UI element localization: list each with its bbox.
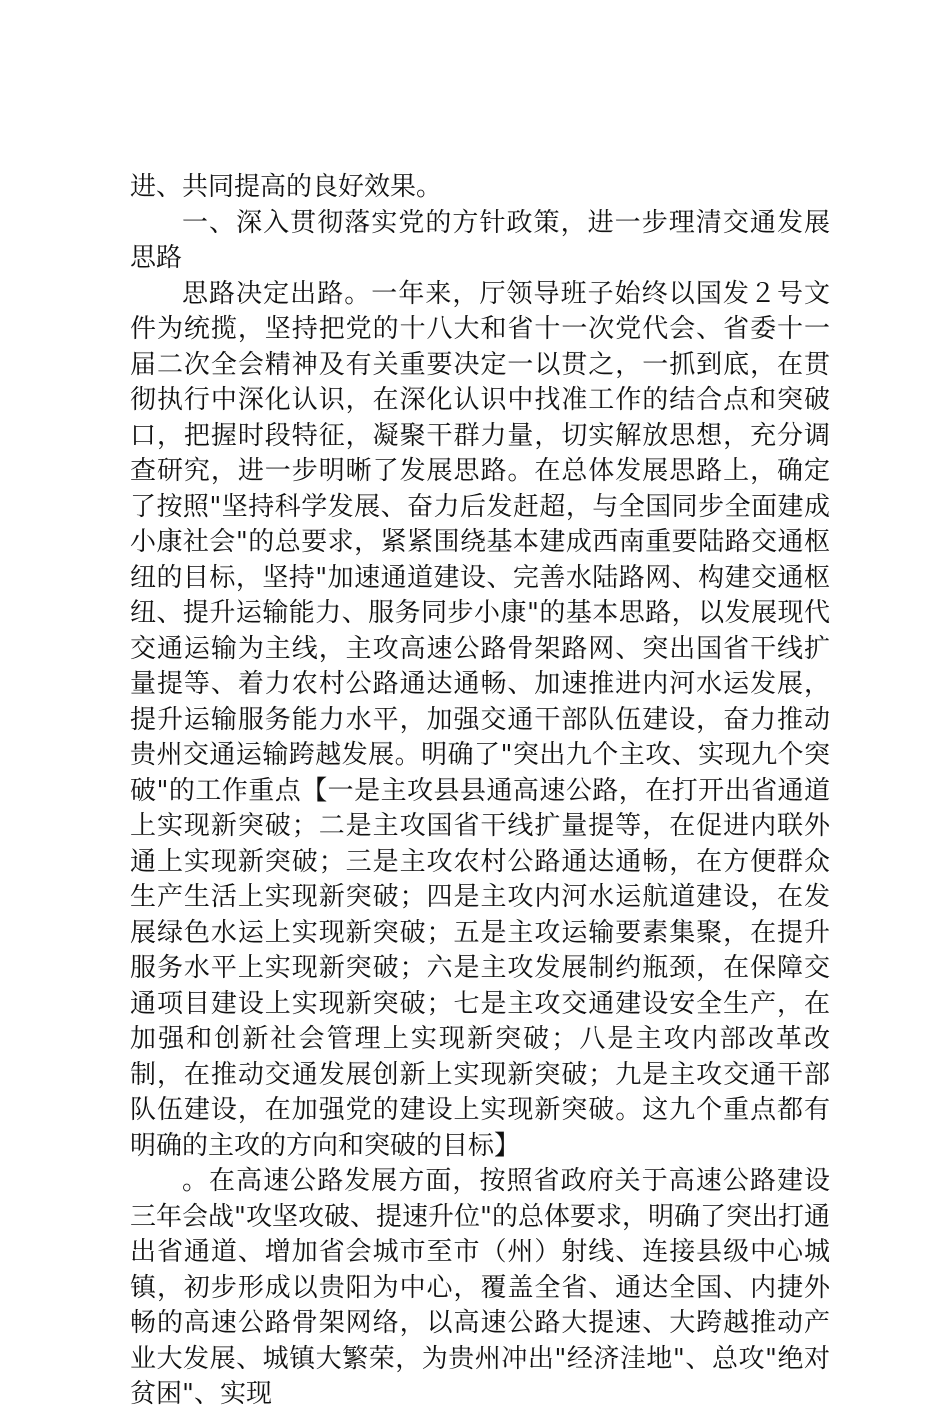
paragraph-continuation: 进、共同提高的良好效果。 bbox=[130, 172, 443, 202]
paragraph-main: 思路决定出路。一年来，厅领导班子始终以国发２号文件为统揽，坚持把党的十八大和省十一次党代会、省委十一届二次全会精神及有关重要决定一以贯之，一抓到底，在贯彻执行中深化认识，在深化认识中找准工作的结合点和突破口，把握时段特征，凝聚干群力量，切实解放思想，充分调查研究，进一步明晰了发展思路。在总体发展思路上，确定了按照"坚持科学发展、奋力后发赶超，与全国同步全面建成小康社会"的总要求，紧紧围绕基本建成西南重要陆路交通枢纽的目标，坚持"加速通道建设、完善水陆路网、构建交通枢纽、提升运输能力、服务同步小康"的基本思路，以发展现代交通运输为主线，主攻高速公路骨架路网、突出国省干线扩量提等、着力农村公路通达通畅、加速推进内河水运发展，提升运输服务能力水平，加强交通干部队伍建设，奋力推动贵州交通运输跨越发展。明确了"突出九个主攻、实现九个突破"的工作重点【一是主攻县县通高速公路，在打开出省通道上实现新突破；二是主攻国省干线扩量提等，在促进内联外通上实现新突破；三是主攻农村公路通达通畅，在方便群众生产生活上实现新突破；四是主攻内河水运航道建设，在发展绿色水运上实现新突破；五是主攻运输要素集聚，在提升服务水平上实现新突破；六是主攻发展制约瓶颈，在保障交通项目建设上实现新突破；七是主攻交通建设安全生产，在加强和创新社会管理上实现新突破；八是主攻内部改革改制，在推动交通发展创新上实现新突破；九是主攻交通干部队伍建设，在加强党的建设上实现新突破。这九个重点都有明确的主攻的方向和突破的目标】 bbox=[130, 278, 830, 1161]
body-text bbox=[130, 170, 830, 1413]
paragraph-highway: 。在高速公路发展方面，按照省政府关于高速公路建设三年会战"攻坚攻破、提速升位"的总体要求，明确了突出打通出省通道、增加省会城市至市（州）射线、连接县级中心城镇，初步形成以贵阳为中心，覆盖全省、通达全国、内捷外畅的高速公路骨架网络，以高速公路大提速、大跨越推动产业大发展、城镇大繁荣，为贵州冲出"经济洼地"、总攻"绝对贫困"、实现 bbox=[130, 1166, 830, 1409]
section-heading: 一、深入贯彻落实党的方针政策，进一步理清交通发展思路 bbox=[130, 207, 830, 273]
